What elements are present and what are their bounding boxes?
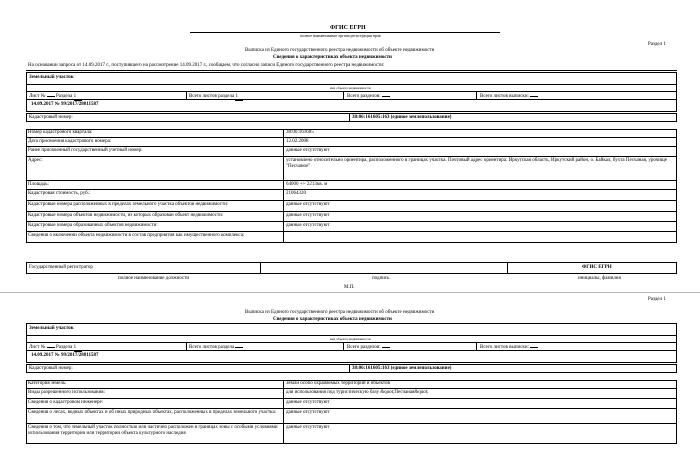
row-label: Категория земель: (26, 380, 284, 388)
object-type-2: Земельный участок (29, 326, 74, 331)
extract-subtitle: Сведения о характеристиках объекта недвижимости (273, 55, 392, 60)
sheet-section-label: Раздела (56, 345, 73, 350)
request-text: На основании запроса от 14.09.2017 г., поступившего на рассмотрение 14.09.2017 г., сообщаем, что согласно записи Единого государственного реестра недвижимости: (28, 63, 385, 68)
cell-divider (349, 364, 350, 373)
cell-divider (476, 91, 477, 99)
row-value: 12.02.2008 (286, 139, 309, 144)
table-row (26, 399, 677, 409)
cell-divider (507, 262, 508, 274)
org-caption: полное наименование органа регистрации прав (300, 33, 381, 38)
row-value: 64000 +/- 2213кв. м (286, 182, 328, 187)
row-value: Земли особо охраняемых территорий и объектов (286, 381, 390, 386)
cell-divider (343, 342, 344, 350)
row-label: Кадастровые номера объектов недвижимости, из которых образован объект недвижимости: (26, 212, 284, 221)
table-row (26, 147, 677, 157)
caption-position: полное наименование должности (118, 276, 190, 281)
row-label: Площадь: (26, 181, 284, 189)
row-label: Кадастровые номера расположенных в пределах земельного участка объектов недвижимости: (26, 201, 284, 211)
row-value: данные отсутствуют (286, 410, 330, 415)
row-label: Номер кадастрового квартала: (26, 129, 284, 137)
cadastral-value-2: 38:06:161605:163 (единое землепользование) (352, 366, 452, 371)
row-value: данные отсутствуют (286, 148, 330, 153)
registrar-box (26, 262, 677, 274)
table-row (26, 129, 677, 138)
extract-title-2: Выписка из Единого государственного реестра недвижимости об объекте недвижимости (245, 310, 435, 315)
total-sheets-section-label: Всего листов раздела (189, 94, 235, 99)
object-header-box (26, 72, 677, 112)
cadastral-value: 38:06:161605:163 (единое землепользование) (352, 115, 452, 120)
row-label: Сведения о кадастровом инженере: (26, 399, 284, 408)
table-row (26, 424, 677, 444)
sheet-section-label: Раздела (56, 94, 73, 99)
cell-divider (260, 262, 261, 274)
cell-divider (186, 342, 187, 350)
table-row (26, 380, 677, 389)
sheet-section-num: 1 (74, 94, 82, 101)
sheet-no-label: Лист № (29, 94, 46, 99)
divider (26, 350, 677, 351)
cadastral-label: Кадастровый номер: (29, 115, 73, 120)
row-label: Ранее присвоенный государственный учетный номер: (26, 147, 284, 156)
table-row (26, 157, 677, 181)
row-label: Виды разрешенного использования: (26, 389, 284, 398)
cell-divider (349, 113, 350, 122)
extract-subtitle-2: Сведения о характеристиках объекта недвижимости (273, 317, 392, 322)
row-value: 38:06:161605 (286, 130, 314, 135)
total-sheets-section-label: Всего листов раздела (189, 345, 235, 350)
caption-signature: подпись (372, 276, 390, 281)
org-name: ФГИС ЕГРН (330, 25, 366, 31)
cell-divider (186, 91, 187, 99)
object-caption-line (26, 91, 677, 92)
row-value: данные отсутствуют (286, 202, 330, 207)
total-sections-label: Всего разделов: (347, 345, 381, 350)
total-sections-label: Всего разделов: (347, 94, 381, 99)
table-row (26, 409, 677, 424)
row-value: установлено относительно ориентира, расположенного в границах участка. Почтовый адрес ориентира: Иркутская область, Иркутский район, о. Байкал, бухта Песчаная, урочище "Песчаное" (286, 158, 668, 169)
cadastral-label-2: Кадастровый номер: (29, 366, 73, 371)
divider (26, 99, 677, 100)
object-caption-2: вид объекта недвижимости (330, 337, 371, 341)
object-caption: вид объекта недвижимости (330, 86, 371, 90)
cell-divider (343, 91, 344, 99)
object-header-box-2 (26, 323, 677, 363)
table-row (26, 212, 677, 222)
row-label: Адрес: (26, 157, 284, 180)
divider (26, 70, 677, 71)
row-value: данные отсутствуют (286, 213, 330, 218)
page-break (0, 292, 700, 293)
table-row (26, 222, 677, 232)
object-type: Земельный участок (29, 75, 74, 80)
row-label: Кадастровая стоимость, руб.: (26, 190, 284, 200)
cell-divider (476, 342, 477, 350)
total-sheets-label: Всего листов выписки: (480, 94, 529, 99)
divider (26, 342, 677, 343)
table-row (26, 138, 677, 147)
registrar-org: ФГИС ЕГРН (582, 265, 612, 270)
row-label: Сведения о лесах, водных объектах и об иных природных объектах, расположенных в пределах земельного участка: (26, 409, 284, 423)
row-value: для использования под туристическую базу &quot;Песчаная&quot; (286, 390, 429, 395)
section-label: Раздел 1 (648, 42, 666, 47)
row-value: данные отсутствуют (286, 400, 330, 405)
total-sheets-section-num: 1 (235, 94, 243, 101)
row-label: Дата присвоения кадастрового номера: (26, 138, 284, 146)
registrar-label: Государственный регистратор (29, 265, 93, 270)
stamp-mark: М.П. (344, 285, 355, 290)
table-row (26, 201, 677, 212)
extract-title: Выписка из Единого государственного реестра недвижимости об объекте недвижимости (245, 48, 435, 53)
table-row (26, 181, 677, 190)
sheet-section-num: 1 (74, 345, 82, 352)
row-value (284, 232, 677, 242)
total-sheets-label: Всего листов выписки: (480, 345, 529, 350)
row-value: данные отсутствуют (286, 223, 330, 228)
table-row (26, 190, 677, 201)
table-row (26, 232, 677, 243)
row-label: Сведения о включении объекта недвижимости в состав предприятия как имущественного комплекса: (26, 232, 284, 242)
table-row (26, 389, 677, 399)
row-label: Кадастровые номера образованных объектов недвижимости: (26, 222, 284, 231)
section-label-2: Раздел 1 (648, 297, 666, 302)
date-number-2: 14.09.2017 № 99/2017/28011587 (31, 353, 99, 358)
date-number: 14.09.2017 № 99/2017/28011587 (31, 102, 99, 107)
row-label: Сведения о том, что земельный участок полностью или частично расположен в границах зоны с особыми условиями использования территории или территории объекта культурного наследия (26, 424, 284, 443)
sheet-no-label: Лист № (29, 345, 46, 350)
caption-name: инициалы, фамилия (578, 276, 621, 281)
row-value: данные отсутствуют (286, 425, 330, 430)
row-value: 21064320 (286, 191, 306, 196)
